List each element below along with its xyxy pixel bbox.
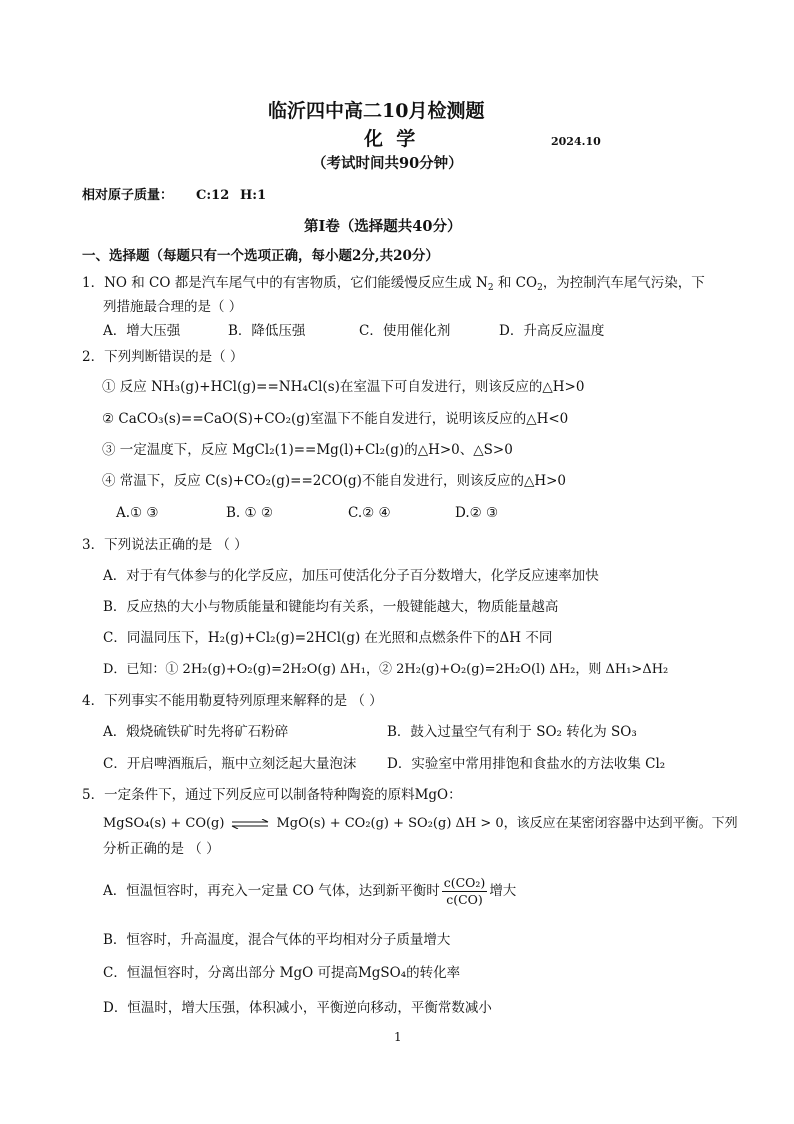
q5-stem: 5．一定条件下，通过下列反应可以制备特种陶瓷的原料MgO：	[82, 787, 462, 803]
exam-duration: （考试时间共90分钟）	[312, 155, 463, 172]
q1-option-d: D．升高反应温度	[499, 323, 605, 339]
q5-option-d: D．恒温时，增大压强，体积减小，平衡逆向移动，平衡常数减小	[103, 1000, 492, 1016]
q1-number: 1．	[82, 275, 105, 291]
q5-option-a-post: 增大	[489, 883, 517, 899]
fraction-denominator: c(CO)	[446, 892, 483, 907]
atomic-mass-c: C:12	[196, 188, 230, 203]
q3-option-a: A．对于有气体参与的化学反应，加压可使活化分子百分数增大，化学反应速率加快	[103, 568, 599, 584]
q3-option-d: D．已知：① 2H₂(g)+O₂(g)=2H₂O(g) ΔH₁，② 2H₂(g)+O₂(g)=2H₂O(l) ΔH₂，则 ΔH₁>ΔH₂	[103, 662, 669, 677]
q3-option-c: C．同温同压下，H₂(g)+Cl₂(g)=2HCl(g) 在光照和点燃条件下的ΔH 不同	[103, 630, 553, 646]
fraction-numerator: c(CO₂)	[443, 875, 486, 890]
q4-option-c: C．开启啤酒瓶后，瓶中立刻泛起大量泡沫	[103, 756, 357, 772]
q1-option-a: A．增大压强	[103, 323, 181, 339]
q2-statement-4: ④ 常温下，反应 C(s)+CO₂(g)==2CO(g)不能自发进行，则该反应的△H>0	[102, 473, 567, 489]
q1-sub-co2: 2	[537, 283, 543, 293]
q2-statement-2: ② CaCO₃(s)==CaO(S)+CO₂(g)室温下不能自发进行，说明该反应的△H<0	[102, 411, 569, 427]
q2-stem: 2．下列判断错误的是（ ）	[82, 349, 244, 365]
exam-title: 临沂四中高二10月检测题	[268, 100, 485, 122]
q4-option-d: D．实验室中常用排饱和食盐水的方法收集 Cl₂	[387, 756, 666, 772]
q5-stem-line3: 分析正确的是 （ ）	[103, 841, 220, 857]
q1-stem-line2: 列措施最合理的是（ ）	[103, 299, 243, 315]
q4-option-b: B．鼓入过量空气有利于 SO₂ 转化为 SO₃	[387, 724, 637, 740]
q1-text-a: NO 和 CO 都是汽车尾气中的有害物质，它们能缓慢反应生成 N	[104, 275, 488, 291]
q5-eq-right: MgO(s) + CO₂(g) + SO₂(g) ΔH > 0，该反应在某密闭容器中达到平衡。下列	[276, 816, 738, 831]
q1-text-c: ，为控制汽车尾气污染，下	[542, 275, 705, 291]
atomic-mass-h: H:1	[240, 188, 267, 203]
part-heading: 一、选择题（每题只有一个选项正确，每小题2分,共20分）	[82, 248, 439, 264]
concentration-ratio-fraction	[442, 875, 488, 908]
q1-text-b: 和 CO	[493, 275, 538, 291]
q1-option-b: B．降低压强	[228, 323, 306, 339]
q5-eq-left: MgSO₄(s) + CO(g)	[103, 816, 225, 831]
q4-option-a: A．煅烧硫铁矿时先将矿石粉碎	[103, 724, 289, 740]
q5-option-c: C．恒温恒容时，分离出部分 MgO 可提高MgSO₄的转化率	[103, 965, 461, 981]
q2-option-d: D.② ③	[455, 505, 499, 521]
q4-stem: 4．下列事实不能用勒夏特列原理来解释的是 （ ）	[82, 693, 383, 709]
q2-option-b: B. ① ②	[226, 505, 273, 521]
page-number: 1	[394, 1030, 402, 1044]
atomic-mass-label: 相对原子质量：	[82, 188, 174, 203]
q2-statement-1: ① 反应 NH₃(g)+HCl(g)==NH₄Cl(s)在室温下可自发进行，则该反应的△H>0	[102, 379, 585, 395]
q5-option-b: B．恒容时，升高温度，混合气体的平均相对分子质量增大	[103, 932, 451, 948]
q2-option-a: A.① ③	[116, 505, 159, 521]
exam-date: 2024.10	[551, 135, 601, 148]
equilibrium-arrow-icon	[230, 819, 270, 829]
q1-sub-n2: 2	[487, 283, 494, 293]
q3-stem: 3．下列说法正确的是 （ ）	[82, 537, 248, 553]
q3-option-b: B．反应热的大小与物质能量和键能均有关系，一般键能越大，物质能量越高	[103, 599, 559, 615]
section-title: 第Ⅰ卷（选择题共40分）	[304, 218, 462, 235]
q2-option-c: C.② ④	[348, 505, 391, 521]
subject-title: 化 学	[364, 128, 416, 150]
q5-option-a	[103, 874, 516, 908]
q5-equation	[103, 815, 738, 833]
q1-option-c: C．使用催化剂	[359, 323, 451, 339]
q5-option-a-pre: A．恒温恒容时，再充入一定量 CO 气体，达到新平衡时	[103, 883, 440, 899]
q2-statement-3: ③ 一定温度下，反应 MgCl₂(1)==Mg(l)+Cl₂(g)的△H>0、△S>0	[102, 442, 513, 458]
q1-stem-line1	[82, 274, 705, 292]
